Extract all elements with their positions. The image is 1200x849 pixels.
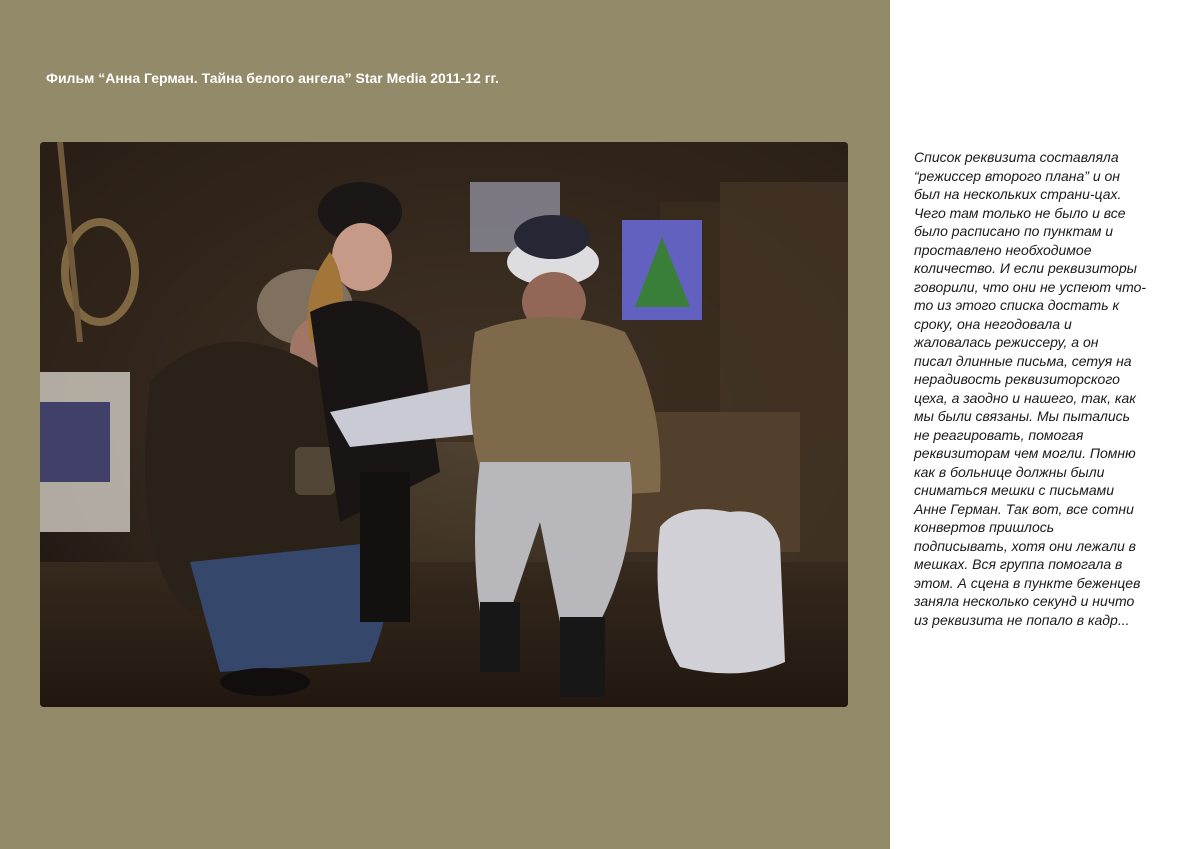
text-line: заняла несколько секунд и ничто bbox=[914, 593, 1135, 609]
text-line: было расписано по пунктам и bbox=[914, 223, 1114, 239]
text-line: как в больнице должны были bbox=[914, 463, 1105, 480]
text-line: сниматься мешки с письмами bbox=[914, 482, 1115, 498]
film-title: Фильм “Анна Герман. Тайна белого ангела” Star Media 2011-12 гг. bbox=[46, 70, 499, 86]
text-line: Список реквизита составляла bbox=[914, 149, 1119, 165]
text-line: нерадивость реквизиторского bbox=[914, 371, 1120, 387]
text-line: Чего там только не было и все bbox=[914, 204, 1126, 221]
text-line: проставлено необходимое bbox=[914, 241, 1092, 258]
text-line: сроку, она негодовала и bbox=[914, 315, 1072, 332]
text-line: цеха, а заодно и нашего, так, как bbox=[914, 389, 1136, 406]
text-line: из реквизита не попало в кадр... bbox=[914, 611, 1130, 628]
photo-illustration bbox=[40, 142, 848, 707]
text-line: количество. И если реквизиторы bbox=[914, 260, 1137, 276]
text-line: Анне Герман. Так вот, все сотни bbox=[914, 500, 1134, 517]
text-line: то из этого списка достать к bbox=[914, 297, 1120, 313]
text-line: конвертов пришлось bbox=[914, 519, 1055, 535]
text-line: жаловалась режиссеру, а он bbox=[914, 334, 1099, 350]
text-line: реквизиторам чем могли. Помню bbox=[914, 445, 1136, 461]
set-photo bbox=[40, 142, 848, 707]
text-line: был на нескольких страни-цах. bbox=[914, 186, 1122, 202]
text-line: не реагировать, помогая bbox=[914, 426, 1084, 443]
text-line: этом. А сцена в пункте беженцев bbox=[914, 574, 1141, 591]
text-line: говорили, что они не успеют что- bbox=[914, 278, 1147, 295]
text-line: писал длинные письма, сетуя на bbox=[914, 352, 1132, 369]
text-line: мы были связаны. Мы пытались bbox=[914, 408, 1130, 424]
story-text bbox=[914, 148, 1176, 629]
text-line: мешках. Вся группа помогала в bbox=[914, 556, 1123, 572]
text-line: подписывать, хотя они лежали в bbox=[914, 537, 1136, 554]
text-line: “режиссер второго плана” и он bbox=[914, 167, 1120, 184]
